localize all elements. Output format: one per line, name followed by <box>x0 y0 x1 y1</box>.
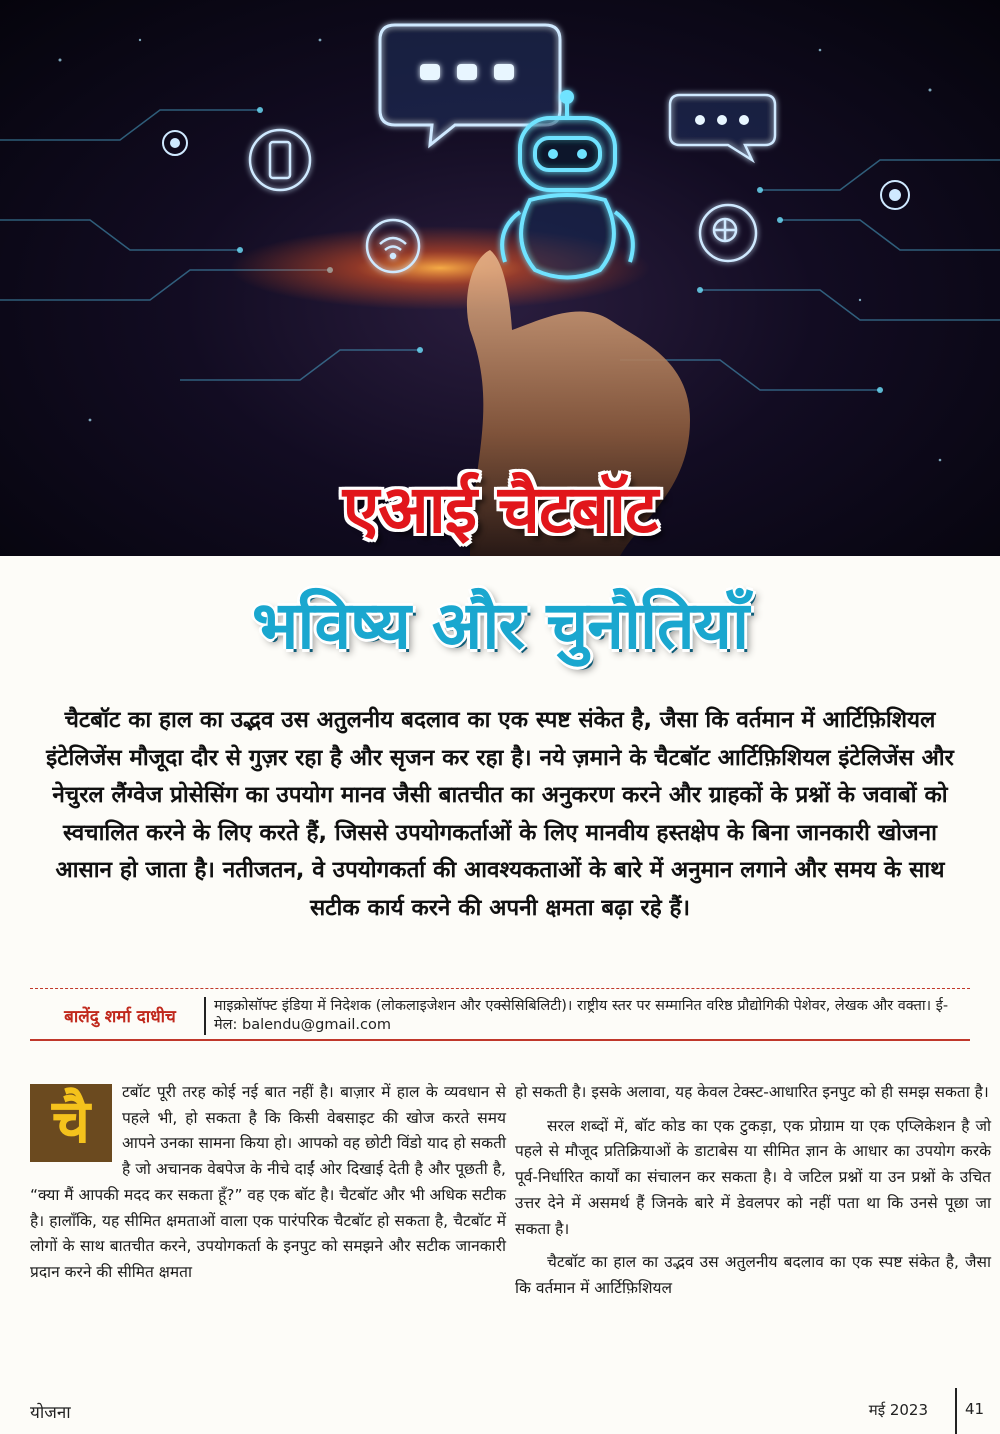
intro-summary: चैटबॉट का हाल का उद्भव उस अतुलनीय बदलाव का एक स्पष्ट संकेत है, जैसा कि वर्तमान में आर्टिफ़िशियल इंटेलिजेंस मौजूदा दौर से गुज़र रहा है और सृजन कर रहा है। नये ज़माने के चैटबॉट आर्टिफ़िशियल इंटेलिजेंस और नेचुरल लैंग्वेज प्रोसेसिंग का उपयोग मानव जैसी बातचीत का अनुकरण करने और ग्राहकों के प्रश्नों के जवाबों को स्वचालित करने के लिए करते हैं, जिससे उपयोगकर्ताओं के लिए मानवीय हस्तक्षेप के बिना जानकारी खोजना आसान हो जाता है। नतीजतन, वे उपयोगकर्ता की आवश्यकताओं के बारे में अनुमान लगाने और समय के साथ सटीक कार्य करने की अपनी क्षमता बढ़ा रहे हैं। <box>46 707 954 921</box>
author-name: बालेंदु शर्मा दाधीच <box>64 1007 176 1027</box>
issue-date: मई 2023 <box>868 1401 928 1419</box>
globe-settings-icon <box>700 205 756 261</box>
drop-cap: चै <box>30 1084 112 1162</box>
author-bottom-rule <box>30 1039 970 1041</box>
right-paragraph-2: सरल शब्दों में, बॉट कोड का एक टुकड़ा, एक प्रोग्राम या एक एप्लिकेशन है जो पहले से मौजूद प्रतिक्रियाओं के डाटाबेस या सीमित ज्ञान के आधार का उपयोग करके पूर्व-निर्धारित कार्यों का संचालन कर सकता है। वे जटिल प्रश्नों या उन प्रश्नों के उचित उत्तर देने में असमर्थ हैं जिनके बारे में डेवलपर को नहीं पता था कि उनसे पूछा जा सकता है। <box>515 1116 991 1238</box>
title-line-1: एआई चैटबॉट <box>342 471 658 548</box>
footer-separator <box>955 1388 957 1434</box>
author-top-rule <box>30 988 970 989</box>
body-column-right <box>515 1080 991 1302</box>
magazine-name: योजना <box>30 1403 71 1423</box>
title-line-2: भविष्य और चुनौतियाँ <box>251 587 749 664</box>
left-paragraph: टबॉट पूरी तरह कोई नई बात नहीं है। बाज़ार में हाल के व्यवधान से पहले भी, हो सकता है कि किसी वेबसाइट की खोज करते समय आपने उनका सामना किया हो। आपको वह छोटी विंडो याद हो सकती है जो अचानक वेबपेज के नीचे दाईं ओर दिखाई देती है और पूछती है, “क्या मैं आपकी मदद कर सकता हूँ?” वह एक बॉट है। चैटबॉट और भी अधिक सटीक है। हालाँकि, यह सीमित क्षमताओं वाला एक पारंपरिक चैटबॉट हो सकता है, चैटबॉट में लोगों के साथ बातचीत करने, उपयोगकर्ता के इनपुट को समझने और सटीक जानकारी प्रदान करने की सीमित क्षमता <box>30 1083 506 1281</box>
target-ring-icon <box>881 181 909 209</box>
small-chat-bubble-icon <box>670 95 775 160</box>
body-column-left <box>30 1080 506 1286</box>
target-icon <box>163 131 187 155</box>
right-paragraph-3: चैटबॉट का हाल का उद्भव उस अतुलनीय बदलाव का एक स्पष्ट संकेत है, जैसा कि वर्तमान में आर्टिफ़िशियल <box>515 1253 991 1297</box>
page-number: 41 <box>965 1400 985 1418</box>
author-separator <box>204 997 206 1035</box>
phone-icon <box>250 130 310 190</box>
author-bio: माइक्रोसॉफ्ट इंडिया में निदेशक (लोकलाइजेशन और एक्सेसिबिलिटी)। राष्ट्रीय स्तर पर सम्मानित वरिष्ठ प्रौद्योगिकी पेशेवर, लेखक और वक्ता। ई-मेल: balendu@gmail.com <box>214 998 949 1033</box>
right-paragraph-1: हो सकती है। इसके अलावा, यह केवल टेक्स्ट-आधारित इनपुट को ही समझ सकता है। <box>515 1083 989 1101</box>
